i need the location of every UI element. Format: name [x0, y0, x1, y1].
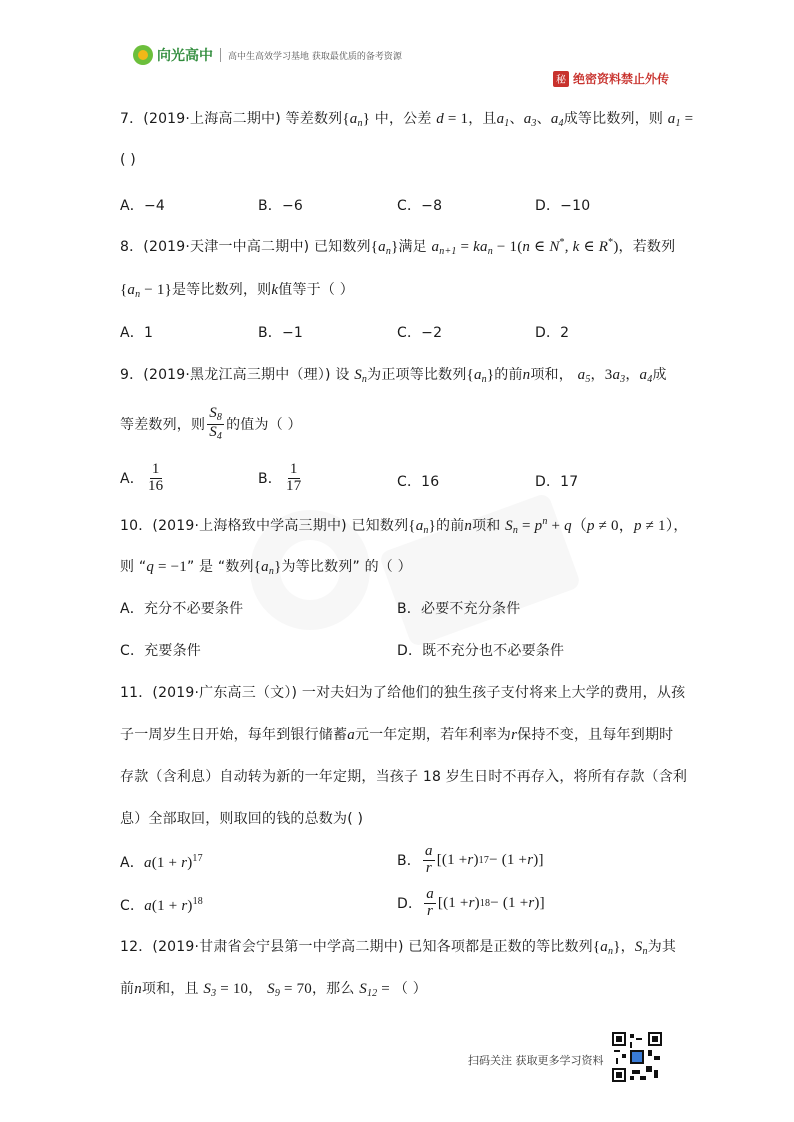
q8-text-e: 值等于（ ）	[278, 282, 354, 298]
q8-text-c: ，若数列	[618, 239, 676, 255]
q10-text-b: 的前	[436, 518, 465, 534]
q7-option-a: A．−4	[120, 198, 166, 214]
q10-text-e: 则 “	[120, 559, 147, 575]
q9-text-a: 9．(2019·黑龙江高三期中（理）) 设	[120, 367, 350, 383]
q11-option-d: D． $\frac{a}{r}$ [(1 + r ) 18 − (1 + r )]	[397, 886, 545, 919]
q11-text-2a: 子一周岁生日开始，每年到银行储蓄	[120, 727, 348, 743]
footer-scan-text: 扫码关注 获取更多学习资料	[468, 1054, 604, 1067]
q12-text-g: ，那么	[311, 981, 355, 997]
q11-option-b: B． $\frac{a}{r}$ [(1 + r ) 17 − (1 + r )]	[397, 843, 544, 876]
question-10-stem-line2: 则 “q = −1” 是 “数列$\{a_n\}$为等比数列” 的（ ）	[120, 559, 412, 577]
q12-text-a: 12．(2019·甘肃省会宁县第一中学高二期中) 已知各项都是正数的等比数列	[120, 939, 593, 955]
question-12-stem-line2: 前n项和，且 $S_3 = 10$， $S_9 = 70$，那么 $S_{12}$ = （ ）	[120, 981, 427, 999]
q12-text-f: ，	[248, 981, 263, 997]
q10-option-b: B．必要不充分条件	[397, 601, 521, 617]
logo-slogan: 高中生高效学习基地 获取最优质的备考资源	[228, 51, 402, 62]
q12-text-b: ，	[620, 939, 635, 955]
q9-option-b	[258, 462, 305, 495]
question-9-stem-line2	[120, 406, 302, 442]
question-11-line3: 存款（含利息）自动转为新的一年定期，当孩子 18 岁生日时不再存入，将所有存款（含利	[120, 769, 688, 785]
question-7-paren: ( )	[120, 152, 136, 168]
q12-text-h: （ ）	[393, 981, 427, 997]
secret-badge-icon: 秘	[553, 71, 569, 87]
question-10-stem: 10．(2019·上海格致中学高三期中) 已知数列$\{a_n\}$的前n项和 $S_n = p^n + q(p \ne 0$，p ≠ 1），	[120, 516, 688, 536]
q11-option-c: C．$a(1 + r)^{18}$	[120, 896, 204, 914]
q9-text-b: 为正项等比数列	[367, 367, 467, 383]
secret-notice	[553, 70, 669, 87]
q9-option-a	[120, 462, 167, 495]
q10-option-d: D．既不充分也不必要条件	[397, 643, 565, 659]
question-12-stem: 12．(2019·甘肃省会宁县第一中学高二期中) 已知各项都是正数的等比数列$\{a_n\}$，$S_n$为其	[120, 939, 677, 957]
q11-option-d-label: D．	[397, 896, 423, 913]
q7-option-d: D．−10	[535, 198, 591, 214]
q9-option-a-den: 16	[147, 477, 164, 494]
q12-text-d: 前	[120, 981, 135, 997]
q9-text-c: 的前	[494, 367, 523, 383]
q9-text-f: 等差数列，则	[120, 417, 206, 433]
q11-option-a-label: A．	[120, 855, 144, 871]
q10-text-a: 10．(2019·上海格致中学高三期中) 已知数列	[120, 518, 409, 534]
qr-code-icon[interactable]	[612, 1032, 662, 1082]
q10-option-a: A．充分不必要条件	[120, 601, 244, 617]
q9-option-a-num: 1	[151, 461, 160, 477]
q9-text-g: 的值为（ ）	[226, 417, 302, 433]
q11-option-a: A．$a(1 + r)^{17}$	[120, 853, 203, 871]
q9-option-b-den: 17	[286, 477, 302, 494]
q9-option-b-num: 1	[289, 461, 298, 477]
question-11-line4: 息）全部取回，则取回的钱的总数为( )	[120, 811, 364, 827]
question-7-stem: 7．(2019·上海高二期中) 等差数列$\{a_n\}$ 中，公差 d = 1，且$a_1$、$a_3$、$a_4$成等比数列，则 $a_1$ =	[120, 111, 694, 129]
question-8-stem-line2: $\{a_n - 1\}$是等比数列，则k值等于（ ）	[120, 282, 354, 300]
q10-option-c: C．充要条件	[120, 643, 201, 659]
sun-logo-icon	[133, 45, 153, 65]
q12-text-c: 为其	[647, 939, 677, 955]
q10-text-c: 项和	[472, 518, 501, 534]
q7-text-d: 成等比数列，则	[563, 111, 664, 127]
secret-label: 绝密资料禁止外传	[573, 72, 670, 86]
q11-option-c-label: C．	[120, 898, 145, 914]
q11-text-2b: 元一年定期，若年利率为	[354, 727, 512, 743]
q10-text-f: ” 是 “数列	[186, 559, 254, 575]
question-8-stem: 8．(2019·天津一中高二期中) 已知数列$\{a_n\}$满足 $a_{n+1} = ka_n - 1(n$ ∈ N*, k ∈ R*)，若数列	[120, 237, 676, 257]
logo-text: 向光高中	[157, 48, 213, 64]
q9-option-a-label: A．	[120, 471, 144, 488]
q7-option-c: C．−8	[397, 198, 443, 214]
q9-fraction: $\frac{S_8}{S_4}$	[209, 405, 223, 442]
q9-option-b-label: B．	[258, 471, 283, 488]
q12-text-e: 项和，且	[141, 981, 199, 997]
q11-option-b-label: B．	[397, 853, 422, 870]
logo-divider	[220, 48, 221, 62]
q8-text-b: 满足	[398, 239, 427, 255]
q8-option-b: B．−1	[258, 325, 304, 341]
q10-text-g: 为等比数列” 的（ ）	[281, 559, 412, 575]
question-9-stem: 9．(2019·黑龙江高三期中（理）) 设 $S_n$为正项等比数列$\{a_n\}$的前n项和， $a_5$，$3a_3$，$a_4$成	[120, 367, 667, 385]
question-11-line1: 11．(2019·广东高三（文）) 一对夫妇为了给他们的独生孩子支付将来上大学的费用，从孩	[120, 685, 686, 701]
q8-option-d: D．2	[535, 325, 570, 341]
q10-text-d: ，	[673, 518, 688, 534]
q8-text-d: 是等比数列，则	[171, 282, 272, 298]
q9-text-d: 项和，	[530, 367, 573, 383]
q8-option-a: A．1	[120, 325, 154, 341]
q11-text-2c: 保持不变，且每年到期时	[517, 727, 674, 743]
q9-option-d: D．17	[535, 474, 579, 490]
q9-option-c: C．16	[397, 474, 440, 490]
q7-text-a: 7．(2019·上海高二期中) 等差数列	[120, 111, 343, 127]
question-11-line2: 子一周岁生日开始，每年到银行储蓄a元一年定期，若年利率为r保持不变，且每年到期时	[120, 727, 674, 743]
q8-option-c: C．−2	[397, 325, 443, 341]
q9-text-e: 成	[652, 367, 667, 383]
header-logo	[133, 43, 402, 67]
q7-text-c: ，且	[468, 111, 497, 127]
q8-text-a: 8．(2019·天津一中高二期中) 已知数列	[120, 239, 371, 255]
q7-text-b: 中，公差	[374, 111, 432, 127]
q7-option-b: B．−6	[258, 198, 304, 214]
